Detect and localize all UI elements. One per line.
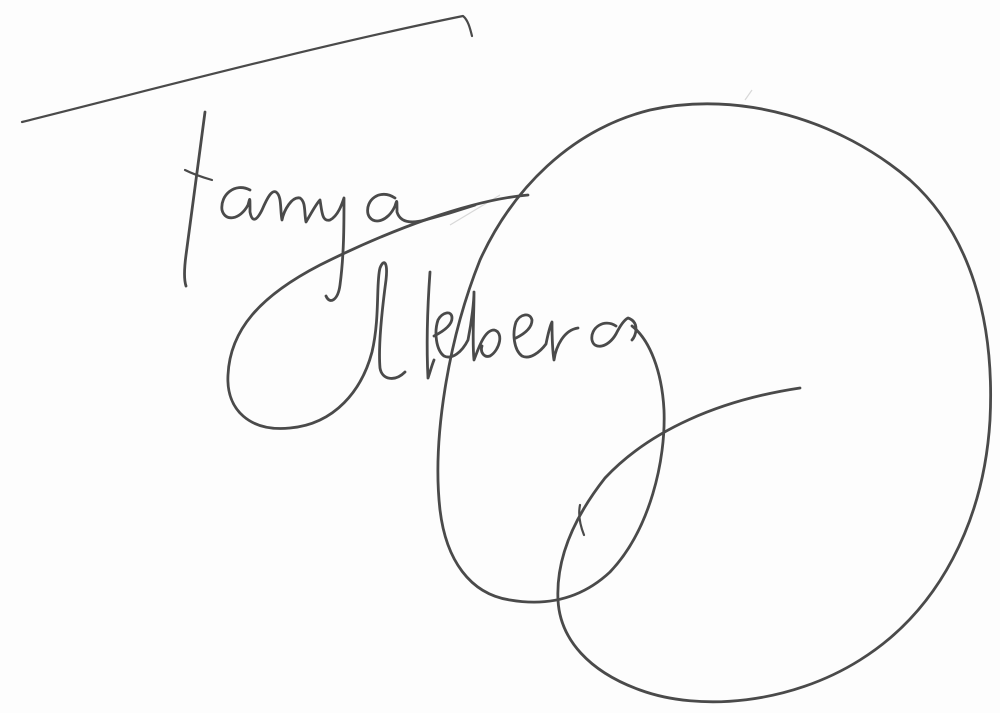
letter-n-loop: [228, 195, 528, 428]
letter-g-loop: [438, 104, 991, 702]
faint-guide-mark: [745, 90, 752, 100]
top-slash-stroke: [22, 16, 472, 122]
letter-n-stroke: [427, 272, 434, 378]
letters-anya: [222, 188, 475, 301]
letter-t-stem: [185, 112, 206, 286]
